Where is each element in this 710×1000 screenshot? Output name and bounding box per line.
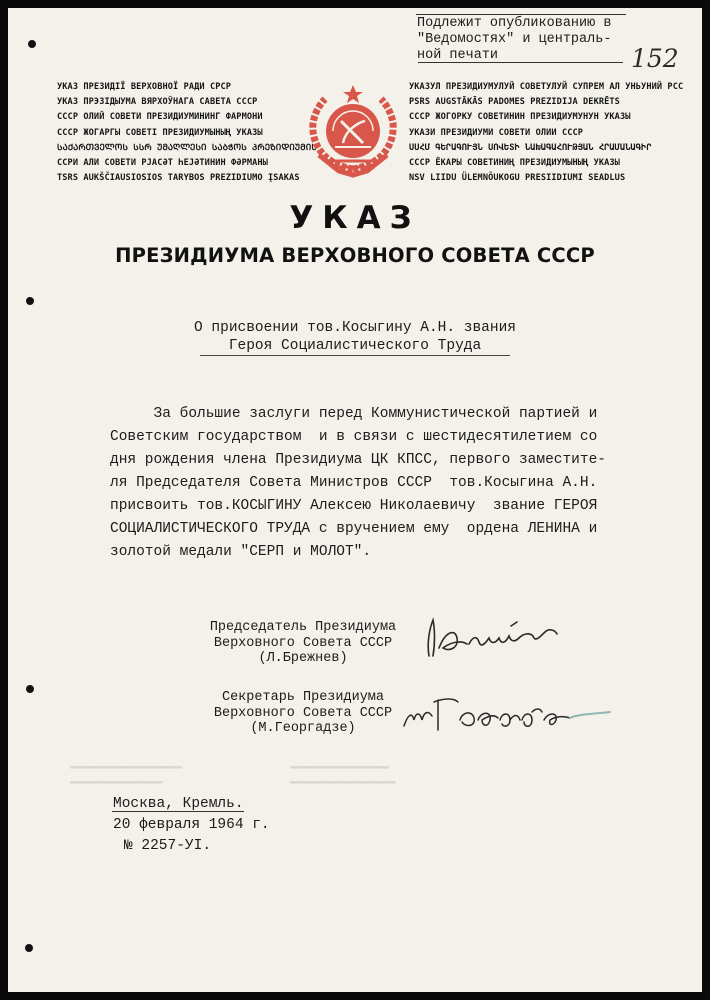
show-through-text: ▬▬▬▬▬▬▬▬▬▬▬▬▬▬▬: [290, 761, 390, 773]
publication-note-line: Подлежит опубликованию в: [417, 16, 612, 31]
publication-note-rule: [418, 62, 623, 63]
place: Москва, Кремль.: [113, 796, 244, 812]
decree-number: № 2257-УI.: [124, 838, 212, 854]
header-line: PSRS AUGSTĀKĀS PADOMES PREZIDIJA DEKRĒTS: [409, 97, 620, 108]
header-line: УКАЗ ПРЭЗІДЫУМА ВЯРХОЎНАГА САВЕТА СССР: [57, 97, 258, 108]
secretary-name: (М.Георгадзе): [250, 721, 356, 736]
brezhnev-handwritten-signature-icon: [415, 608, 565, 668]
publication-note-line: "Ведомостях" и централь-: [417, 32, 612, 47]
chairman-title-line: Председатель Президиума: [209, 620, 397, 635]
body-line: За большие заслуги перед Коммунистической партией и: [110, 406, 598, 422]
header-line: NSV LIIDU ÜLEMNÕUKOGU PRESIIDIUMI SEADLUS: [409, 173, 626, 184]
body-line: Советским государством и в связи с шестидесятилетием со: [110, 429, 598, 445]
chairman-name: (Л.Брежнев): [258, 651, 348, 666]
header-line: СССР ЁКАРЫ СОВЕТИНИҢ ПРЕЗИДИУМЫНЫҢ УКАЗЫ: [409, 158, 620, 169]
subject-line: Героя Социалистического Труда: [228, 338, 482, 354]
publication-note-top-rule: [416, 14, 626, 15]
show-through-text: ▬▬▬▬▬▬▬▬▬▬▬▬▬▬: [70, 776, 163, 788]
header-line: УКАЗ ПРЕЗИДІЇ ВЕРХОВНОЇ РАДИ СРСР: [57, 82, 232, 92]
header-line: СССР ЖОГОРКУ СОВЕТИНИН ПРЕЗИДИУМУНУН УКАЗЫ: [409, 112, 631, 123]
date: 20 февраля 1964 г.: [113, 817, 270, 833]
archive-number: 152: [631, 44, 679, 73]
chairman-title-line: Верховного Совета СССР: [213, 635, 393, 651]
header-line: ᲡᲐᲥᲐᲠᲗᲕᲔᲚᲝᲡ ᲡᲡᲠ ᲣᲛᲐᲦᲚᲔᲡᲘ ᲡᲐᲑᲭᲝᲡ ᲞᲠᲔᲖᲘᲓᲘᲣᲛᲘᲡ: [57, 142, 317, 153]
header-line: СССР ОЛИЙ СОВЕТИ ПРЕЗИДИУМИНИНГ ФАРМОНИ: [57, 112, 263, 123]
chairman-signature-block: [193, 620, 413, 667]
header-multilingual-left: [57, 80, 317, 186]
header-multilingual-right: [409, 80, 683, 186]
subject-line: О присвоении тов.Косыгину А.Н. звания: [194, 320, 516, 336]
place-date-number: [113, 794, 270, 857]
header-line: ССРИ АЛИ СОВЕТИ РЈАСӘТ ҺЕЈӘТИНИН ФӘРМАНЫ: [57, 158, 268, 169]
body-line: золотой медали "СЕРП и МОЛОТ".: [110, 544, 372, 560]
document-title: УКАЗ: [289, 200, 421, 236]
header-line: TSRS AUKŠČIAUSIOSIOS TARYBOS PREZIDIUMO ĮSAKAS: [57, 173, 300, 184]
header-line: УКАЗИ ПРЕЗИДИУМИ СОВЕТИ ОЛИИ СССР: [409, 127, 584, 138]
secretary-signature-block: [193, 690, 413, 737]
georgadze-handwritten-signature-icon: [398, 690, 618, 740]
subject-underline: [200, 355, 510, 356]
ussr-emblem-icon: [305, 81, 401, 183]
place-underline: [112, 811, 244, 812]
secretary-title-line: Секретарь Президиума: [221, 690, 385, 705]
binder-hole: [28, 40, 36, 48]
decree-body: [110, 403, 606, 564]
body-line: ля Председателя Совета Министров СССР тов.Косыгина А.Н.: [110, 475, 598, 491]
show-through-text: ▬▬▬▬▬▬▬▬▬▬▬▬▬▬▬▬: [290, 776, 396, 788]
body-line: дня рождения члена Президиума ЦК КПСС, первого заместите-: [110, 452, 606, 468]
header-line: СССР ЖОГАРГЫ СОВЕТІ ПРЕЗИДИУМЫНЫҢ УКАЗЫ: [57, 127, 263, 138]
header-line: ՍՍՀՄ ԳԵՐԱԳՈՒՅՆ ՍՈՎԵՏԻ ՆԱԽԱԳԱՀՈՒԹՅԱՆ ՀՐԱՄԱՆԱԳԻՐ: [409, 142, 652, 153]
binder-hole: [26, 297, 34, 305]
publication-note-line: ной печати: [417, 48, 499, 63]
body-line: СОЦИАЛИСТИЧЕСКОГО ТРУДА с вручением ему ордена ЛЕНИНА и: [110, 521, 598, 537]
header-line: УКАЗУЛ ПРЕЗИДИУМУЛУЙ СОВЕТУЛУЙ СУПРЕМ АЛ УНЬУНИЙ РСС: [409, 82, 684, 92]
body-line: присвоить тов.КОСЫГИНУ Алексею Николаевичу звание ГЕРОЯ: [110, 498, 598, 514]
binder-hole: [26, 685, 34, 693]
document-subtitle: ПРЕЗИДИУМА ВЕРХОВНОГО СОВЕТА СССР: [115, 244, 595, 267]
publication-note: [417, 16, 611, 64]
binder-hole: [25, 944, 33, 952]
secretary-title-line: Верховного Совета СССР: [213, 705, 393, 721]
show-through-text: ▬▬▬▬▬▬▬▬▬▬▬▬▬▬▬▬▬: [70, 761, 183, 773]
